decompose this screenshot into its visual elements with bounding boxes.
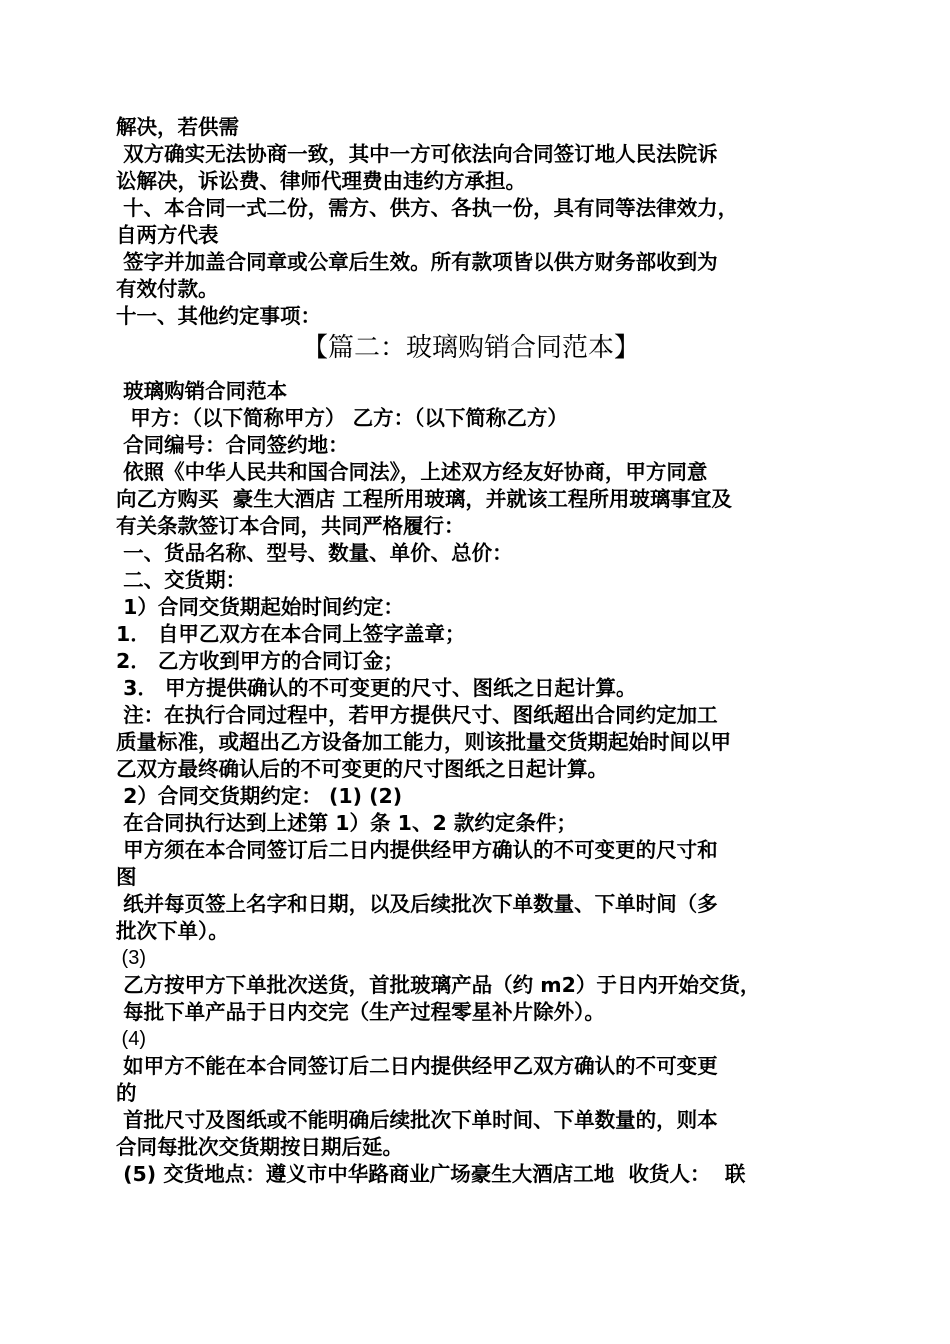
text-line: 依照《中华人民共和国合同法》，上述双方经友好协商，甲方同意 xyxy=(116,460,708,484)
text-line: 注：在执行合同过程中，若甲方提供尺寸、图纸超出合同约定加工 xyxy=(116,703,718,727)
document-body xyxy=(116,114,846,1188)
text-line: 1）合同交货期起始时间约定： xyxy=(116,595,404,619)
text-line: 首批尺寸及图纸或不能明确后续批次下单时间、下单数量的，则本 xyxy=(116,1108,718,1132)
text-line: 有效付款。 xyxy=(116,277,219,301)
text-line: 一、货品名称、型号、数量、单价、总价： xyxy=(116,541,513,565)
text-line: 十一、其他约定事项： xyxy=(116,304,321,328)
text-line: 2． 乙方收到甲方的合同订金； xyxy=(116,649,404,673)
text-line: (4) xyxy=(116,1028,146,1050)
text-line: 3． 甲方提供确认的不可变更的尺寸、图纸之日起计算。 xyxy=(116,676,637,700)
text-line: 乙双方最终确认后的不可变更的尺寸图纸之日起计算。 xyxy=(116,757,608,781)
text-line: 二、交货期： xyxy=(116,568,247,592)
text-line: 有关条款签订本合同，共同严格履行： xyxy=(116,514,465,538)
text-line: 十、本合同一式二份，需方、供方、各执一份，具有同等法律效力， xyxy=(116,196,739,220)
text-line: 甲方须在本合同签订后二日内提供经甲方确认的不可变更的尺寸和 xyxy=(116,838,718,862)
text-line: (5) 交货地点：遵义市中华路商业广场豪生大酒店工地 收货人： 联 xyxy=(116,1162,746,1186)
text-line: 批次下单）。 xyxy=(116,919,229,943)
text-line: 双方确实无法协商一致，其中一方可依法向合同签订地人民法院诉 xyxy=(116,142,718,166)
text-line: 纸并每页签上名字和日期，以及后续批次下单数量、下单时间（多 xyxy=(116,892,718,916)
text-line: 玻璃购销合同范本 xyxy=(116,379,288,403)
text-line: 甲方：（以下简称甲方） 乙方：（以下简称乙方） xyxy=(116,406,568,430)
text-line: 乙方按甲方下单批次送货，首批玻璃产品（约 m2）于日内开始交货， xyxy=(116,973,761,997)
text-line: 在合同执行达到上述第 1）条 1、2 款约定条件； xyxy=(116,811,577,835)
text-line: 合同每批次交货期按日期后延。 xyxy=(116,1135,403,1159)
section-heading: 【篇二：玻璃购销合同范本】 xyxy=(301,333,640,363)
text-line: 签字并加盖合同章或公章后生效。所有款项皆以供方财务部收到为 xyxy=(116,250,718,274)
text-line: 解决，若供需 xyxy=(116,115,239,139)
text-line: 合同编号：合同签约地： xyxy=(116,433,349,457)
text-line: 2）合同交货期约定： (1) (2) xyxy=(116,784,403,808)
text-line: 每批下单产品于日内交完（生产过程零星补片除外）。 xyxy=(116,1000,605,1024)
text-line: 图 xyxy=(116,865,137,889)
text-line: 的 xyxy=(116,1081,137,1105)
text-line: (3) xyxy=(116,947,146,969)
text-line: 讼解决，诉讼费、律师代理费由违约方承担。 xyxy=(116,169,526,193)
text-line: 1． 自甲乙双方在本合同上签字盖章； xyxy=(116,622,466,646)
text-line: 向乙方购买 豪生大酒店 工程所用玻璃，并就该工程所用玻璃事宜及 xyxy=(116,487,732,511)
text-line: 如甲方不能在本合同签订后二日内提供经甲乙双方确认的不可变更 xyxy=(116,1054,718,1078)
text-line: 质量标准，或超出乙方设备加工能力，则该批量交货期起始时间以甲 xyxy=(116,730,731,754)
text-line: 自两方代表 xyxy=(116,223,219,247)
